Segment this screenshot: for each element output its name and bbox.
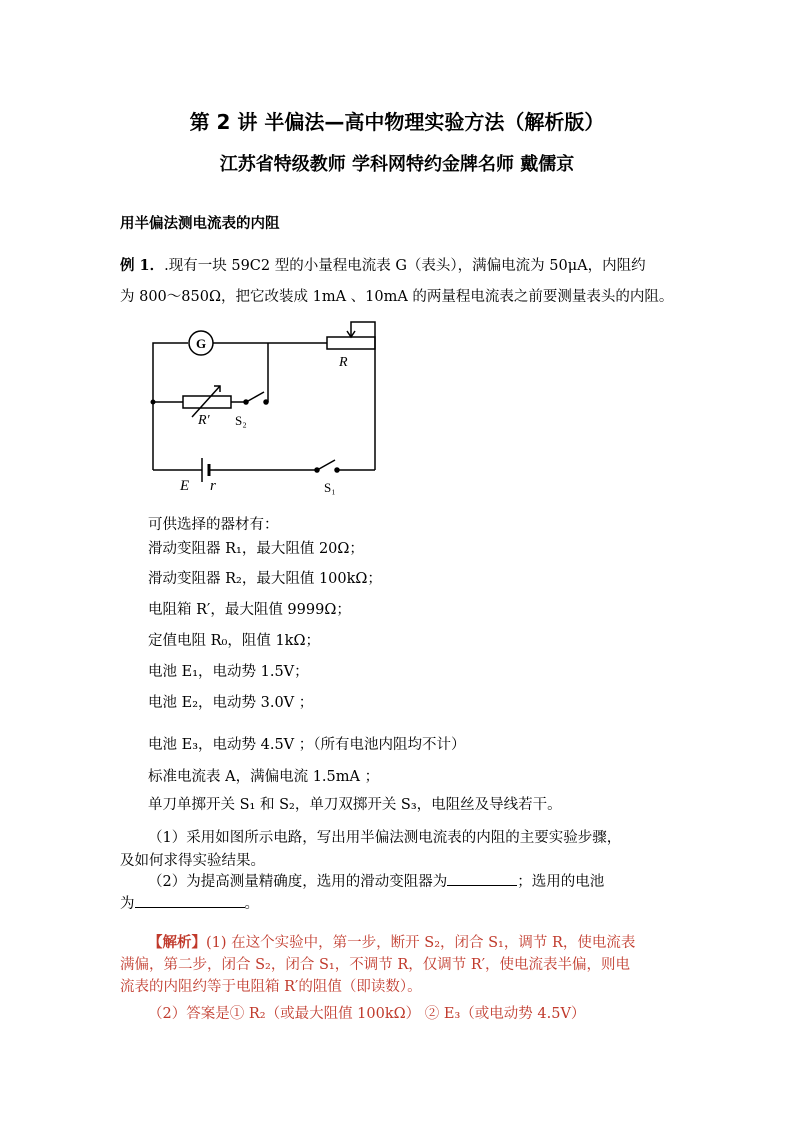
example-line-1 [120, 254, 646, 275]
analysis-label: 【解析】 [148, 934, 206, 951]
resistance-box-icon [183, 396, 231, 408]
switch2-label: S₂ [235, 413, 247, 428]
analysis-line-2: 满偏，第二步，闭合 S₂，闭合 S₁，不调节 R，仅调节 R′，使电流表半偏，则电 [120, 957, 631, 973]
equipment-item: 定值电阻 R₀，阻值 1kΩ； [148, 633, 320, 649]
answer-blank-battery [135, 895, 245, 908]
question-2-text-d: 。 [244, 896, 259, 912]
switch1-label: S₁ [324, 480, 336, 495]
equipment-item: 滑动变阻器 R₂，最大阻值 100kΩ； [148, 571, 382, 587]
question-2-text-c: 为 [120, 896, 135, 912]
analysis-line-3: 流表的内阻约等于电阻箱 R′的阻值（即读数）。 [120, 979, 422, 995]
example-label: 例 1． [120, 257, 165, 274]
example-text-1: .现有一块 59C2 型的小量程电流表 G（表头），满偏电流为 50μA，内阻约 [164, 258, 646, 274]
answer-blank-rheostat [447, 873, 517, 886]
circuit-diagram [140, 318, 390, 498]
rheostat-label: R [339, 355, 348, 370]
page-title: 第 2 讲 半偏法—高中物理实验方法（解析版） [189, 110, 605, 134]
resistance-box-label: R′ [198, 413, 210, 428]
analysis-text-1: (1) 在这个实验中，第一步，断开 S₂，闭合 S₁，调节 R，使电流表 [206, 935, 636, 951]
rheostat-icon [327, 337, 375, 349]
equipment-item: 电池 E₂，电动势 3.0V ； [148, 695, 314, 711]
question-2-line-2 [120, 892, 259, 913]
author-line: 江苏省特级教师 学科网特约金牌名师 戴儒京 [219, 154, 575, 175]
battery-label: E [180, 478, 190, 494]
analysis-answer: （2）答案是① R₂（或最大阻值 100kΩ） ② E₃（或电动势 4.5V） [148, 1006, 586, 1022]
example-line-2: 为 800～850Ω，把它改装成 1mA 、10mA 的两量程电流表之前要测量表头的内阻。 [120, 289, 674, 305]
equipment-item: 电池 E₃，电动势 4.5V ；（所有电池内阻均不计） [148, 737, 466, 753]
internal-resistance-label: r [210, 478, 216, 494]
equipment-item: 单刀单掷开关 S₁ 和 S₂，单刀双掷开关 S₃，电阻丝及导线若干。 [148, 797, 562, 813]
equipment-intro: 可供选择的器材有： [148, 517, 279, 533]
question-1-line-1: （1）采用如图所示电路，写出用半偏法测电流表的内阻的主要实验步骤， [148, 830, 622, 846]
question-2-line-1 [148, 870, 604, 891]
equipment-item: 电阻箱 R′，最大阻值 9999Ω； [148, 602, 351, 618]
question-2-text-b: ；选用的电池 [517, 874, 605, 890]
equipment-item: 标准电流表 A，满偏电流 1.5mA ； [148, 769, 380, 785]
section-heading: 用半偏法测电流表的内阻 [120, 216, 280, 232]
question-1-line-2: 及如何求得实验结果。 [120, 853, 265, 869]
equipment-item: 电池 E₁，电动势 1.5V； [148, 664, 309, 680]
equipment-item: 滑动变阻器 R₁，最大阻值 20Ω； [148, 541, 364, 557]
analysis-line-1 [148, 931, 635, 952]
question-2-text-a: （2）为提高测量精确度，选用的滑动变阻器为 [148, 874, 448, 890]
galvanometer-label: G [195, 336, 207, 351]
